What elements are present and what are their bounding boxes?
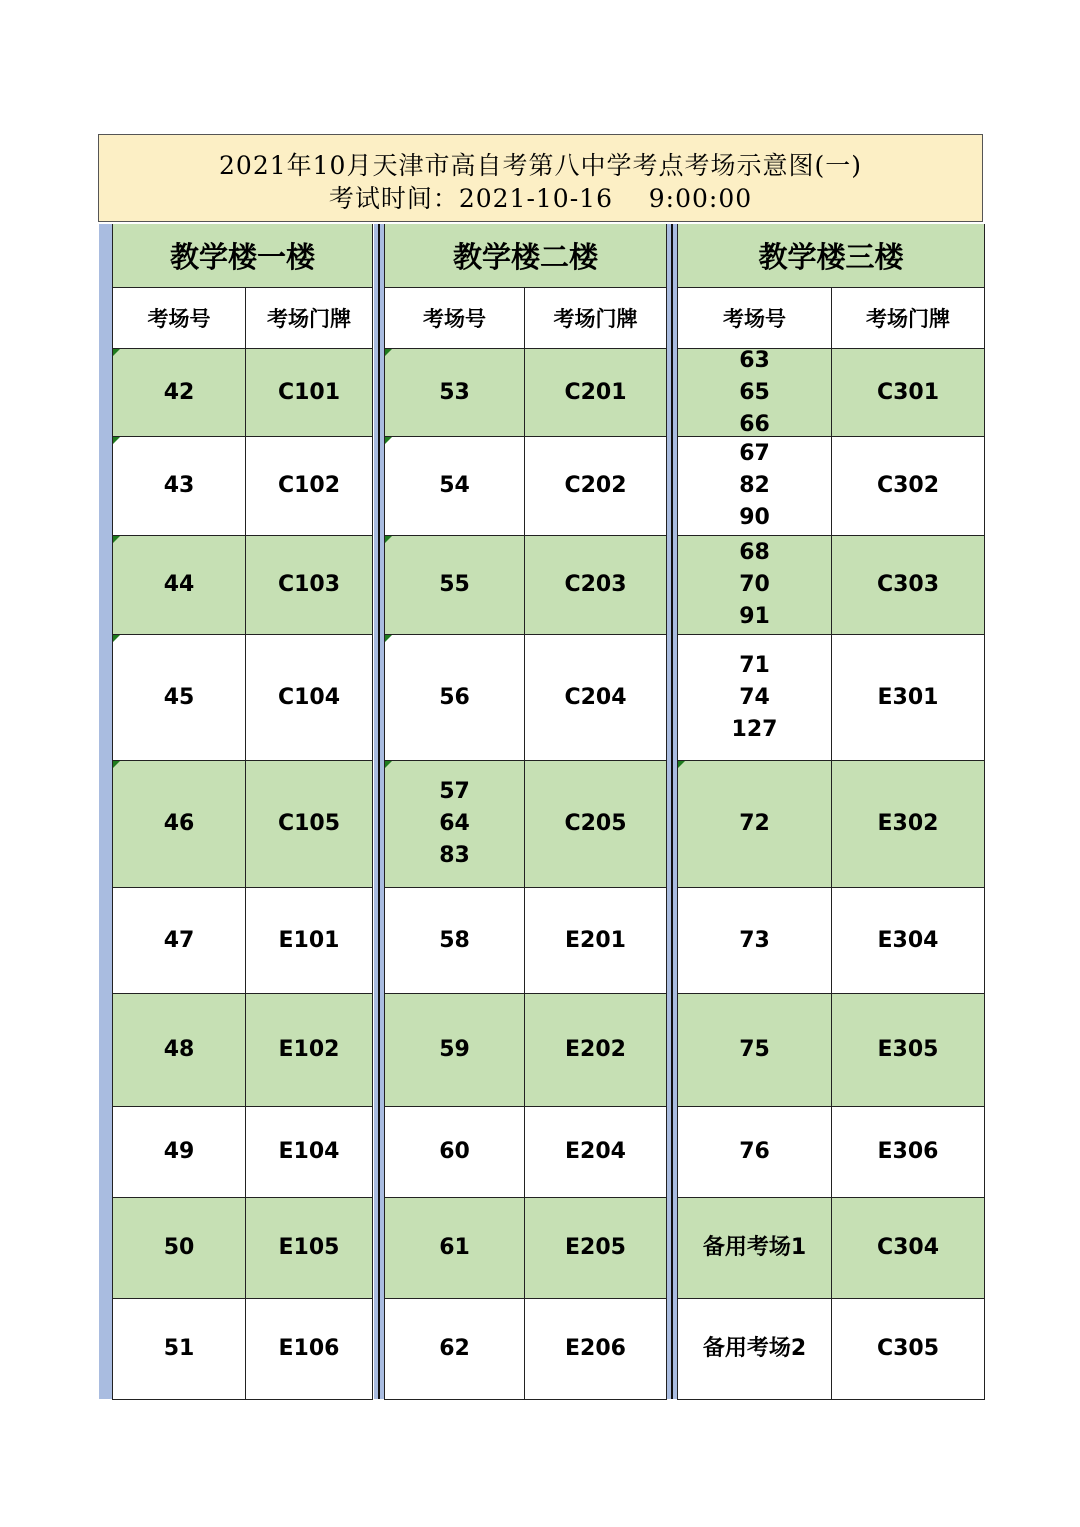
room-door-cell [525,536,667,635]
room-number-cell [112,761,246,888]
cell-marker-icon [385,761,392,768]
room-door-cell [246,888,373,994]
room-number-cell-text: 50 [163,1235,195,1260]
room-number-cell [384,888,525,994]
floor-header [384,224,667,288]
room-door-cell [832,1299,985,1400]
room-number-cell-text: 43 [163,473,195,498]
room-door-cell [525,1198,667,1299]
room-number-cell [112,349,246,437]
room-number-cell-text: 60 [439,1139,470,1164]
room-door-cell-text: C301 [876,379,940,405]
col-header-room-no-text: 考场号 [723,307,786,331]
room-door-cell [832,888,985,994]
room-number-cell-text: 57 64 83 [439,779,470,868]
room-door-cell [525,994,667,1107]
room-door-cell [525,761,667,888]
cell-marker-icon [385,536,392,543]
room-number-cell [384,1198,525,1299]
room-number-cell [112,635,246,761]
col-header-room-no-text: 考场号 [423,307,486,331]
col-header-room-door [832,288,985,349]
room-number-cell [112,1198,246,1299]
room-door-cell-text: C202 [564,473,627,498]
room-number-cell-text: 61 [439,1235,470,1260]
room-door-cell [246,536,373,635]
room-door-cell-text: C205 [564,811,627,836]
room-door-cell-text: C104 [277,684,341,710]
room-number-cell [112,437,246,536]
room-number-cell-text: 44 [163,572,195,597]
room-number-cell [677,888,832,994]
room-number-cell-text: 48 [163,1037,195,1062]
room-number-cell-text: 45 [163,684,195,710]
floor-header-text: 教学楼二楼 [452,240,598,274]
room-door-cell [832,536,985,635]
cell-marker-icon [113,761,120,768]
room-door-cell [525,1107,667,1198]
cell-marker-icon [385,349,392,356]
col-header-room-no [112,288,246,349]
room-number-cell [677,437,832,536]
col-header-room-door-text: 考场门牌 [553,307,638,331]
room-door-cell-text: E205 [565,1235,626,1260]
room-door-cell-text: C304 [876,1235,940,1260]
exam-time-line [99,182,982,215]
room-number-cell [677,1299,832,1400]
cell-marker-icon [385,437,392,444]
cell-marker-icon [113,349,120,356]
room-door-cell [832,1198,985,1299]
divider [671,224,673,1399]
room-number-cell-text: 62 [439,1336,470,1361]
room-number-cell [112,536,246,635]
room-door-cell-text: E302 [877,811,939,836]
col-header-room-no [384,288,525,349]
room-number-cell-text: 76 [739,1139,770,1164]
room-number-cell-text: 51 [163,1336,195,1361]
cell-marker-icon [113,437,120,444]
room-door-cell [832,761,985,888]
room-number-cell [677,349,832,437]
room-door-cell-text: E301 [877,684,939,710]
room-number-cell [677,536,832,635]
room-door-cell-text: C305 [876,1336,940,1361]
room-door-cell-text: E104 [278,1139,340,1164]
room-door-cell-text: E305 [877,1037,939,1062]
room-door-cell [246,437,373,536]
room-door-cell [832,994,985,1107]
room-door-cell [246,635,373,761]
room-number-cell-text: 47 [163,927,195,953]
col-header-room-door-text: 考场门牌 [267,307,351,331]
room-door-cell-text: C102 [277,473,341,498]
room-door-cell [832,1107,985,1198]
room-number-cell-text: 75 [739,1037,770,1062]
room-number-cell-text: 55 [439,572,470,597]
room-number-cell [384,349,525,437]
room-number-cell-text: 73 [739,927,770,953]
room-door-cell [525,349,667,437]
room-number-cell-text: 备用考场2 [702,1336,807,1361]
floor-header-text: 教学楼三楼 [758,240,904,274]
room-number-cell [677,761,832,888]
col-header-room-door [525,288,667,349]
room-number-cell-text: 72 [739,811,770,836]
room-door-cell-text: E201 [565,927,626,953]
room-number-cell [112,1107,246,1198]
title-box [98,134,983,222]
room-number-cell [384,761,525,888]
room-number-cell-text: 53 [439,379,470,405]
room-number-cell [112,888,246,994]
exam-time-label: 考试时间：2021-10-16 [328,184,613,213]
room-number-cell [384,437,525,536]
cell-marker-icon [678,761,685,768]
room-number-cell-text: 备用考场1 [702,1235,807,1260]
room-number-cell-text: 46 [163,811,195,836]
room-door-cell [246,994,373,1107]
room-number-cell [677,1107,832,1198]
room-number-cell [677,635,832,761]
room-door-cell-text: E106 [278,1336,340,1361]
room-door-cell [832,437,985,536]
room-door-cell [246,761,373,888]
room-door-cell-text: C105 [277,811,341,836]
room-number-cell-text: 71 74 127 [731,652,778,742]
room-number-cell [384,1299,525,1400]
room-number-cell-text: 49 [163,1139,195,1164]
room-door-cell [246,1198,373,1299]
room-door-cell [525,888,667,994]
room-door-cell-text: C101 [277,379,341,405]
room-door-cell-text: E102 [278,1037,340,1062]
room-number-cell [112,994,246,1107]
room-door-cell-text: E206 [565,1336,626,1361]
left-side-stripe [99,224,112,1399]
room-door-cell-text: C203 [564,572,627,597]
room-number-cell [384,994,525,1107]
room-number-cell [677,994,832,1107]
room-door-cell [246,349,373,437]
room-door-cell-text: E304 [877,927,939,953]
floor-header-text: 教学楼一楼 [169,240,315,274]
room-door-cell-text: C201 [564,379,627,405]
room-number-cell-text: 56 [439,684,470,710]
room-number-cell-text: 58 [439,927,470,953]
floor-header [677,224,985,288]
room-door-cell [246,1107,373,1198]
cell-marker-icon [385,635,392,642]
room-door-cell-text: C303 [876,572,940,597]
cell-marker-icon [113,536,120,543]
divider [378,224,380,1399]
cell-marker-icon [113,635,120,642]
room-number-cell [384,635,525,761]
col-header-room-no-text: 考场号 [147,307,211,331]
room-door-cell [832,635,985,761]
room-number-cell [384,1107,525,1198]
room-door-cell [525,437,667,536]
room-number-cell-text: 59 [439,1037,470,1062]
col-header-room-door-text: 考场门牌 [866,307,950,331]
page-title: 2021年10月天津市高自考第八中学考点考场示意图(一) [219,151,862,180]
floor-header [112,224,373,288]
room-door-cell-text: E105 [278,1235,340,1260]
room-door-cell [246,1299,373,1400]
room-door-cell-text: E204 [565,1139,626,1164]
col-header-room-door [246,288,373,349]
room-door-cell [832,349,985,437]
room-number-cell [112,1299,246,1400]
room-number-cell-text: 42 [163,379,195,405]
room-door-cell [525,1299,667,1400]
col-header-room-no [677,288,832,349]
room-number-cell-text: 68 70 91 [739,540,770,629]
room-door-cell-text: E306 [877,1139,939,1164]
room-door-cell-text: C204 [564,684,627,710]
room-number-cell-text: 67 82 90 [739,441,770,530]
exam-time-value: 9:00:00 [648,184,753,213]
room-number-cell-text: 63 65 66 [739,347,770,437]
room-door-cell-text: C103 [277,572,341,597]
room-door-cell-text: E101 [278,927,340,953]
room-door-cell-text: C302 [876,473,940,498]
room-door-cell [525,635,667,761]
room-number-cell [677,1198,832,1299]
room-door-cell-text: E202 [565,1037,626,1062]
room-number-cell-text: 54 [439,473,470,498]
room-number-cell [384,536,525,635]
